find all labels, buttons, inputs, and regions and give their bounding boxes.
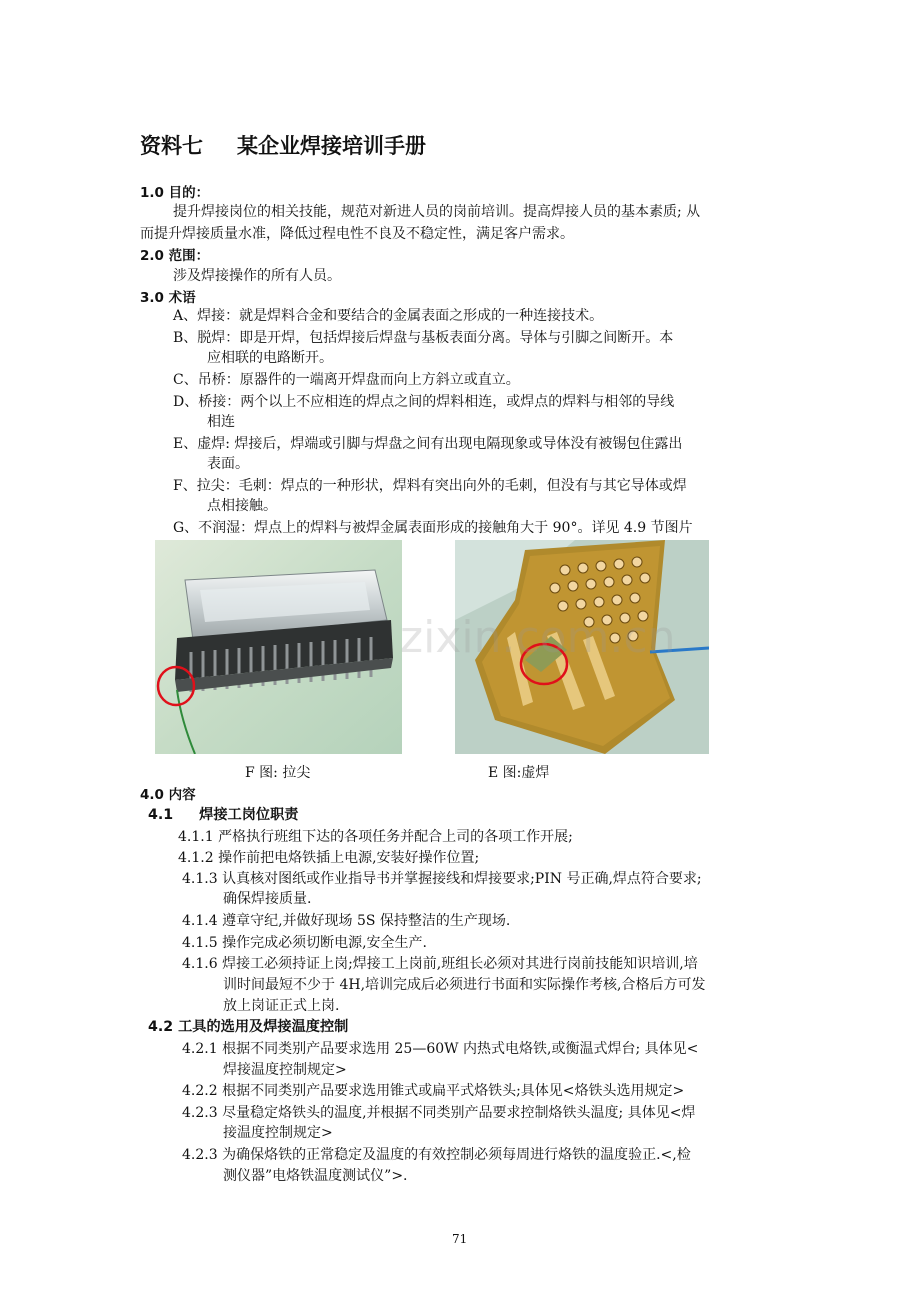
term-g: G、不润湿：焊点上的焊料与被焊金属表面形成的接触角大于 90°。详见 4.9 节图片 [173, 520, 693, 536]
item-4-1-6: 4.1.6 焊接工必须持证上岗;焊接工上岗前,班组长必须对其进行岗前技能知识培训,培 [182, 956, 698, 972]
item-4-1-6-cont2: 放上岗证正式上岗. [223, 998, 340, 1014]
page-number: 71 [452, 1232, 468, 1246]
watermark: zixin.com.cn [400, 612, 676, 663]
section-2-heading: 2.0 范围： [140, 248, 210, 264]
section-1-line1: 提升焊接岗位的相关技能，规范对新进人员的岗前培训。提高焊接人员的基本素质; 从 [173, 204, 701, 220]
photo-connector [155, 540, 402, 754]
section-3-heading: 3.0 术语 [140, 290, 196, 306]
term-e: E、虚焊: 焊接后，焊端或引脚与焊盘之间有出现电隔现象或导体没有被锡包住露出 [173, 436, 683, 452]
subsection-4-1-title: 焊接工岗位职责 [199, 807, 299, 823]
subsection-4-1-number: 4.1 [148, 807, 174, 823]
item-4-1-2: 4.1.2 操作前把电烙铁插上电源,安装好操作位置; [178, 850, 480, 866]
term-a: A、焊接：就是焊料合金和要结合的金属表面之形成的一种连接技术。 [173, 308, 604, 324]
page-title [140, 130, 426, 160]
subsection-4-2: 4.2 工具的选用及焊接温度控制 [148, 1019, 349, 1035]
term-b: B、脱焊：即是开焊，包括焊接后焊盘与基板表面分离。导体与引脚之间断开。本 [173, 330, 674, 346]
term-c: C、吊桥：原器件的一端离开焊盘而向上方斜立或直立。 [173, 372, 520, 388]
item-4-2-2: 4.2.2 根据不同类别产品要求选用锥式或扁平式烙铁头;具体见<烙铁头选用规定> [182, 1083, 685, 1099]
item-4-1-5: 4.1.5 操作完成必须切断电源,安全生产. [182, 935, 427, 951]
item-4-1-3: 4.1.3 认真核对图纸或作业指导书并掌握接线和焊接要求;PIN 号正确,焊点符合要求; [182, 871, 702, 887]
term-d: D、桥接：两个以上不应相连的焊点之间的焊料相连，或焊点的焊料与相邻的导线 [173, 394, 675, 410]
connector-image [155, 540, 402, 754]
left-figure-caption: F 图: 拉尖 [245, 765, 311, 781]
title-part1: 资料七 [140, 133, 203, 158]
item-4-2-3a-cont: 接温度控制规定> [223, 1125, 333, 1141]
item-4-2-1: 4.2.1 根据不同类别产品要求选用 25—60W 内热式电烙铁,或衡温式焊台; 具体见< [182, 1041, 699, 1057]
item-4-1-1: 4.1.1 严格执行班组下达的各项任务并配合上司的各项工作开展; [178, 829, 573, 845]
term-e-cont: 表面。 [207, 456, 249, 472]
right-figure-caption: E 图:虚焊 [488, 765, 550, 781]
term-f-cont: 点相接触。 [207, 498, 277, 514]
section-4-heading: 4.0 内容 [140, 787, 196, 803]
item-4-2-3b: 4.2.3 为确保烙铁的正常稳定及温度的有效控制必须每周进行烙铁的温度验正.<,检 [182, 1147, 691, 1163]
subsection-4-1 [148, 804, 298, 824]
item-4-2-3a: 4.2.3 尽量稳定烙铁头的温度,并根据不同类别产品要求控制烙铁头温度; 具体见<焊 [182, 1105, 696, 1121]
term-b-cont: 应相联的电路断开。 [207, 350, 333, 366]
title-part2: 某企业焊接培训手册 [237, 133, 426, 158]
item-4-2-3b-cont: 测仪器”电烙铁温度测试仪”>. [223, 1168, 408, 1184]
item-4-2-1-cont: 焊接温度控制规定> [223, 1062, 347, 1078]
section-2-line1: 涉及焊接操作的所有人员。 [173, 268, 341, 284]
section-1-heading: 1.0 目的： [140, 185, 210, 201]
item-4-1-4: 4.1.4 遵章守纪,并做好现场 5S 保持整洁的生产现场. [182, 913, 511, 929]
term-f: F、拉尖：毛刺：焊点的一种形状，焊料有突出向外的毛刺，但没有与其它导体或焊 [173, 478, 687, 494]
item-4-1-3-cont: 确保焊接质量. [223, 891, 312, 907]
term-d-cont: 相连 [207, 414, 235, 430]
item-4-1-6-cont1: 训时间最短不少于 4H,培训完成后必须进行书面和实际操作考核,合格后方可发 [223, 977, 706, 993]
section-1-line2: 而提升焊接质量水准，降低过程电性不良及不稳定性，满足客户需求。 [140, 226, 574, 242]
